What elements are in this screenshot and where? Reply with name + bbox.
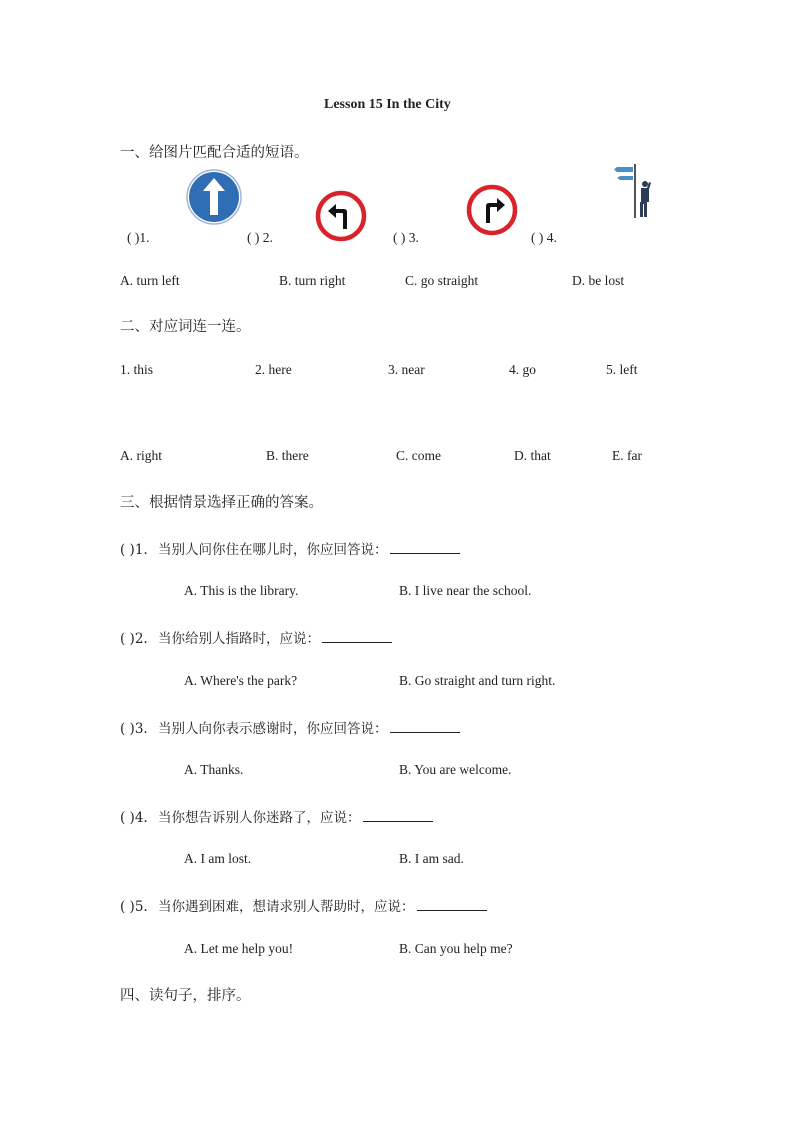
match-word-bottom-d[interactable]: D. that xyxy=(514,448,551,463)
question-3-text: 当别人向你表示感谢时，你应回答说： xyxy=(158,721,388,737)
section-2-heading: 二、对应词连一连。 xyxy=(120,319,251,335)
question-1-blank[interactable] xyxy=(390,541,460,554)
section-1-option-b: B. turn right xyxy=(279,273,346,288)
question-2-text: 当你给别人指路时，应说： xyxy=(158,631,321,647)
lost-person-signpost-icon xyxy=(613,162,657,220)
question-4 xyxy=(120,806,433,826)
section-1-option-a: A. turn left xyxy=(120,273,180,288)
question-4-text: 当你想告诉别人你迷路了，应说： xyxy=(158,810,361,826)
turn-left-sign-icon xyxy=(316,191,366,241)
match-word-bottom-e[interactable]: E. far xyxy=(612,448,642,463)
question-2-option-b: B. Go straight and turn right. xyxy=(399,673,556,688)
question-2 xyxy=(120,627,392,647)
question-4-number[interactable]: ( )4. xyxy=(120,810,148,826)
question-2-blank[interactable] xyxy=(322,630,392,643)
match-word-top-4[interactable]: 4. go xyxy=(509,362,536,377)
question-2-option-a: A. Where's the park? xyxy=(184,673,298,688)
section-1-option-c: C. go straight xyxy=(405,273,479,288)
question-1-option-b: B. I live near the school. xyxy=(399,583,532,598)
question-2-number[interactable]: ( )2. xyxy=(120,631,148,647)
question-1-number[interactable]: ( )1. xyxy=(120,542,148,558)
question-3-option-b: B. You are welcome. xyxy=(399,762,512,777)
question-3 xyxy=(120,717,460,737)
question-3-blank[interactable] xyxy=(390,720,460,733)
turn-right-sign-icon xyxy=(467,185,517,235)
question-5-blank[interactable] xyxy=(417,898,487,911)
question-3-option-a: A. Thanks. xyxy=(184,762,244,777)
question-5-text: 当你遇到困难，想请求别人帮助时，应说： xyxy=(158,899,415,915)
question-5-option-b: B. Can you help me? xyxy=(399,941,513,956)
question-5-option-a: A. Let me help you! xyxy=(184,941,294,956)
question-4-option-b: B. I am sad. xyxy=(399,851,464,866)
section-1-option-d: D. be lost xyxy=(572,273,625,288)
question-1-option-a: A. This is the library. xyxy=(184,583,299,598)
match-word-top-3[interactable]: 3. near xyxy=(388,362,425,377)
match-word-bottom-a[interactable]: A. right xyxy=(120,448,162,463)
match-word-bottom-c[interactable]: C. come xyxy=(396,448,441,463)
section-1-item-3[interactable]: ( ) 3. xyxy=(393,230,419,245)
match-word-top-5[interactable]: 5. left xyxy=(606,362,638,377)
section-1-heading: 一、给图片匹配合适的短语。 xyxy=(120,145,309,161)
match-word-top-2[interactable]: 2. here xyxy=(255,362,292,377)
page-title: Lesson 15 In the City xyxy=(324,97,451,112)
question-4-blank[interactable] xyxy=(363,809,433,822)
section-4-heading: 四、读句子，排序。 xyxy=(120,988,251,1004)
question-4-option-a: A. I am lost. xyxy=(184,851,252,866)
question-1 xyxy=(120,538,460,558)
section-3-heading: 三、根据情景选择正确的答案。 xyxy=(120,495,323,511)
section-1-item-2[interactable]: ( ) 2. xyxy=(247,230,273,245)
match-word-top-1[interactable]: 1. this xyxy=(120,362,154,377)
question-3-number[interactable]: ( )3. xyxy=(120,721,148,737)
section-1-item-1[interactable]: ( )1. xyxy=(127,230,150,245)
match-word-bottom-b[interactable]: B. there xyxy=(266,448,309,463)
section-1-item-4[interactable]: ( ) 4. xyxy=(531,230,557,245)
go-straight-sign-icon xyxy=(186,169,242,225)
question-5 xyxy=(120,895,487,915)
question-1-text: 当别人问你住在哪儿时，你应回答说： xyxy=(158,542,388,558)
question-5-number[interactable]: ( )5. xyxy=(120,899,148,915)
